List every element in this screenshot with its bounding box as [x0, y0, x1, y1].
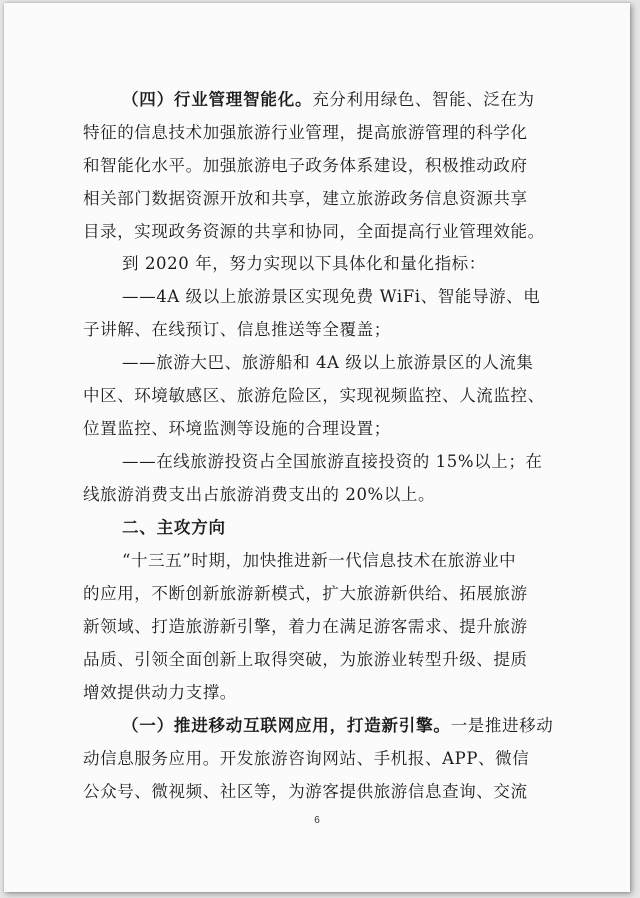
indicator-1-line-2: 子讲解、在线预订、信息推送等全覆盖； — [83, 320, 391, 339]
direction-paragraph-line-4: 品质、引领全面创新上取得突破，为旅游业转型升级、提质 — [83, 650, 528, 669]
page-number: 6 — [314, 815, 320, 826]
indicator-3-line-2: 线旅游消费支出占旅游消费支出的 20%以上。 — [83, 485, 436, 504]
sub-one-paragraph-line-2: 动信息服务应用。开发旅游咨询网站、手机报、APP、微信 — [83, 749, 530, 768]
section-four-heading: （四）行业管理智能化。 — [122, 90, 313, 109]
main-direction-heading: 二、主攻方向 — [122, 518, 226, 537]
sub-one-paragraph-line-1 — [122, 716, 553, 736]
indicator-3-line-1: ——在线旅游投资占全国旅游直接投资的 15%以上；在 — [122, 452, 543, 471]
document-page — [4, 3, 630, 892]
sub-one-paragraph-line-3: 公众号、微视频、社区等，为游客提供旅游信息查询、交流 — [83, 782, 528, 801]
section-four-paragraph-line-2: 特征的信息技术加强旅游行业管理，提高旅游管理的科学化 — [83, 123, 528, 142]
indicator-1-line-1: ——4A 级以上旅游景区实现免费 WiFi、智能导游、电 — [122, 287, 541, 306]
direction-paragraph-line-3: 新领域、打造旅游新引擎，着力在满足游客需求、提升旅游 — [83, 617, 528, 636]
direction-paragraph-line-1: “十三五”时期，加快推进新一代信息技术在旅游业中 — [122, 551, 517, 570]
sub-one-heading: （一）推进移动互联网应用，打造新引擎。 — [122, 716, 451, 735]
section-four-paragraph-line-3: 和智能化水平。加强旅游电子政务体系建设，积极推动政府 — [83, 156, 528, 175]
indicator-2-line-2: 中区、环境敏感区、旅游危险区，实现视频监控、人流监控、 — [83, 386, 545, 405]
section-four-paragraph-line-4: 相关部门数据资源开放和共享，建立旅游政务信息资源共享 — [83, 189, 528, 208]
indicator-2-line-3: 位置监控、环境监测等设施的合理设置； — [83, 419, 391, 438]
target-intro: 到 2020 年，努力实现以下具体化和量化指标： — [122, 254, 486, 273]
direction-paragraph-line-2: 的应用，不断创新旅游新模式，扩大旅游新供给、拓展旅游 — [83, 584, 528, 603]
section-four-text-start: 充分利用绿色、智能、泛在为 — [312, 90, 535, 109]
section-four-paragraph-line-5: 目录，实现政务资源的共享和协同，全面提高行业管理效能。 — [83, 222, 545, 241]
sub-one-text-start: 一是推进移动 — [450, 716, 554, 735]
direction-paragraph-line-5: 增效提供动力支撑。 — [83, 683, 237, 702]
section-four-paragraph-line-1 — [122, 90, 535, 110]
indicator-2-line-1: ——旅游大巴、旅游船和 4A 级以上旅游景区的人流集 — [122, 353, 534, 372]
